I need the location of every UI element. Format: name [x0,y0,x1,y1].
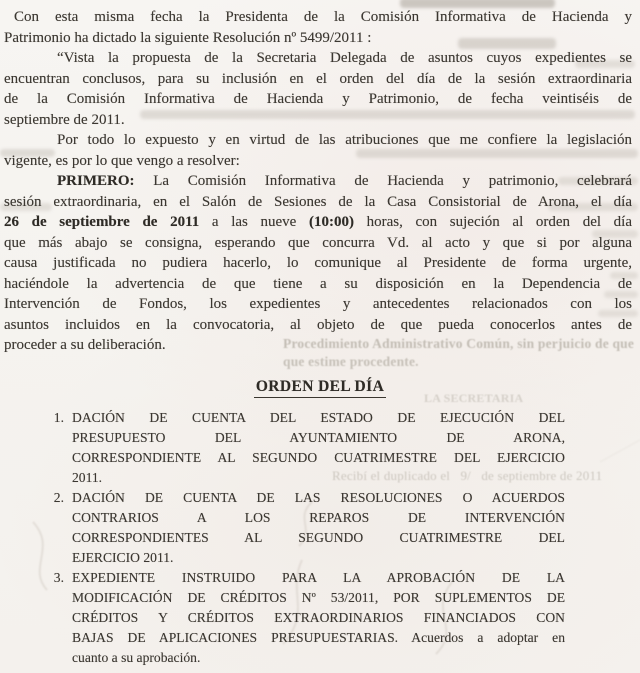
text-line: Intervención de Fondos, los expedientes y antecedentes relacionados con los [4,296,632,312]
agenda-item-number: 2. [53,490,64,505]
paragraph [4,48,632,130]
paragraph [4,171,635,356]
text-line: EXPEDIENTE INSTRUIDO PARA LA APROBACIÓN DE LA [72,570,565,585]
text-line: haciéndole la advertencia de que tiene a su disposición en la Dependencia de [4,275,632,292]
text-line: causa justificada no pudiera hacerlo, lo comunique al Presidente de forma urgente, [4,255,632,271]
agenda-list [53,408,565,668]
text-line: vigente, es por lo que vengo a resolver: [4,152,240,169]
bleed-through-text: que estime procedente. [283,354,419,369]
text-line: CRÉDITOS Y CRÉDITOS EXTRAORDINARIOS FINANCIADOS CON [72,610,565,625]
agenda-item [53,408,565,488]
text-line: CONTRARIOS A LOS REPAROS DE INTERVENCIÓN [72,510,565,525]
agenda-item-number: 3. [53,570,64,585]
bleed-through-text: Recibí el duplicado el 9/ de septiembre de 2011 [332,468,603,483]
agenda-item-number: 1. [53,410,64,425]
text-line: 2011. [72,470,103,485]
text-line: que más abajo se consigna, esperando que concurra Vd. al acto y que si por alguna [4,234,632,251]
text-line: 26 de septiembre de 2011 a las nueve (10:00) horas, con sujeción al orden del día [4,214,632,230]
text-line: CORRESPONDIENTE AL SEGUNDO CUATRIMESTRE DEL EJERCICIO [72,450,565,465]
text-line: PRESUPUESTO DEL AYUNTAMIENTO DE ARONA, [72,430,565,445]
paragraph [4,130,632,171]
text-line: cuanto a su aprobación. [72,650,201,665]
text-line: EJERCICIO 2011. [72,550,174,565]
agenda-heading-text: ORDEN DEL DÍA [254,378,386,398]
text-line: Patrimonio ha dictado la siguiente Resolución nº 5499/2011 : [4,29,372,46]
text-line: CORRESPONDIENTES AL SEGUNDO CUATRIMESTRE DEL [72,530,565,545]
bleed-through-text: Procedimiento Administrativo Común, sin perjuicio de que [283,336,635,351]
paragraph [4,7,632,48]
text-line: DACIÓN DE CUENTA DE LAS RESOLUCIONES O ACUERDOS [72,490,565,505]
text-line: sesión extraordinaria, en el Salón de Sesiones de la Casa Consistorial de Arona, el día [4,193,632,210]
document-paragraphs [4,7,635,356]
text-line: “Vista la propuesta de la Secretaria Delegada de asuntos cuyos expedientes se [57,50,632,66]
text-line: BAJAS DE APLICACIONES PRESUPUESTARIAS. Acuerdos a adoptar en [72,630,565,645]
text-line: de la Comisión Informativa de Hacienda y Patrimonio, de fecha veintiséis de [4,91,632,107]
agenda-item [53,488,565,568]
text-line: encuentran conclusos, para su inclusión en el orden del día de la sesión extraordinaria [4,70,632,87]
text-line: asuntos incluidos en la convocatoria, al objeto de que pueda conocerlos antes de [4,316,632,333]
text-line: proceder a su deliberación. [4,337,166,353]
text-line: PRIMERO: La Comisión Informativa de Hacienda y patrimonio, celebrará [57,173,632,189]
agenda-heading [0,378,640,398]
bleed-through-text: LA SECRETARIA [424,391,524,405]
text-line: MODIFICACIÓN DE CRÉDITOS Nº 53/2011, POR SUPLEMENTOS DE [72,590,565,605]
text-line: Por todo lo expuesto y en virtud de las atribuciones que me confiere la legislación [57,132,632,148]
text-line: Con esta misma fecha la Presidenta de la Comisión Informativa de Hacienda y [14,9,632,25]
agenda-item [53,568,565,668]
text-line: DACIÓN DE CUENTA DEL ESTADO DE EJECUCIÓN DEL [72,410,565,425]
text-line: septiembre de 2011. [4,111,125,128]
